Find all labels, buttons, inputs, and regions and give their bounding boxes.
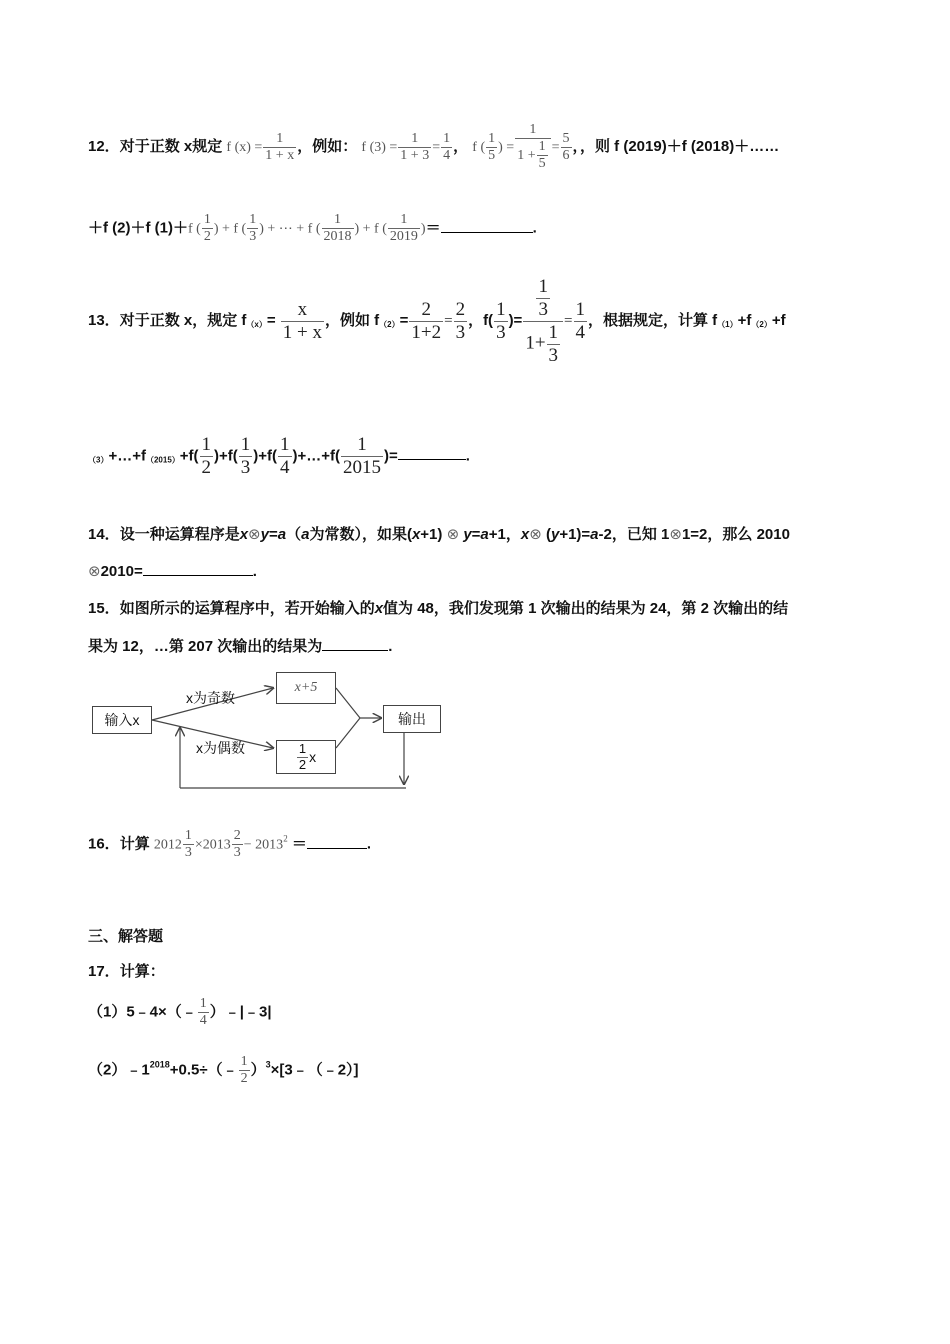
even-label: x为偶数 (196, 740, 245, 756)
q15-line2: 果为 12，…第 207 次输出的结果为 . (88, 638, 393, 655)
q12-answer-blank (441, 220, 533, 233)
q17-part2: $(2)﹣1^{2018}+0.5\div(﹣$ $\frac{1}{2}$ ）$^3$×[3﹣（﹣2）] (88, 1054, 359, 1087)
q12-def-lhs: f (x) = (226, 140, 263, 156)
q17-part1: （1）5﹣4×（﹣ $\frac{1}{4}$ ）﹣|﹣3| (88, 996, 272, 1029)
q12-line1: 12．对于正数 x规定 f (x) = $\frac{1}{1 + x}$ ，例如： f (3) = $\frac{1}{1 + 3}$ = $\frac{1}{4}$ ， f ( $\frac{1}{5}$ ) = 1 1 + $\frac{1}{5}$ = $\frac{5}{6}$ ，，则 f (2019)＋f (2018)＋…… (88, 122, 780, 172)
q13-line1: 13．对于正数 x，规定 $f_{(x)}=$ $\frac{x}{1 + x}$ ，例如 $f_{(2)}=$ $\frac{2}{1+2}$ = $\frac{2}{3}$ ，f( $\frac{1}{3}$ )= $\frac{1}{3}$ 1+ $\frac{1}{3}$ = $\frac{1}{4}$ ，根据规定，计算 $f_{(1)}+f_{(2)}+f$ (88, 276, 786, 366)
q15-number: 15． (88, 600, 120, 617)
q14-line1: 14．设一种运算程序是x⊗y=a（a为常数），如果(x+1) ⊗ y=a+1，x⊗ (y+1)=a-2，已知 1⊗1=2，那么 2010 (88, 526, 790, 543)
q14-answer-blank (143, 563, 253, 576)
q16-number: 16． (88, 835, 120, 853)
q15-answer-blank (322, 638, 388, 651)
q15-line1: 15．如图所示的运算程序中，若开始输入的x值为 48，我们发现第 1 次输出的结果为 24，第 2 次输出的结 (88, 600, 789, 617)
q13-answer-blank (398, 447, 466, 460)
q17-line: 17．计算： (88, 963, 165, 980)
output-box: 输出 (383, 705, 441, 733)
half-box: $\frac{1}{2}$ x (276, 740, 336, 774)
q17-number: 17． (88, 963, 120, 980)
merge-arrow (336, 688, 360, 748)
q13-number: 13． (88, 312, 120, 330)
q13-complex-fraction: $\frac{1}{3}$ 1+ $\frac{1}{3}$ (523, 276, 563, 366)
q15-flow-diagram (88, 668, 448, 796)
section-title: 三、解答题 (88, 928, 164, 945)
plus5-box: x+5 (276, 672, 336, 704)
q13-line2: $_{(3)}+\dots+f_{(2015)}+f$( $\frac{1}{2}$ )+f( $\frac{1}{3}$ )+f( $\frac{1}{4}$ )+…+f( $\frac{1}{2015}$ )= . (88, 434, 470, 478)
q12-def-fraction: $\frac{1}{1 + x}$ (265, 130, 295, 163)
odd-label: x为奇数 (186, 690, 235, 706)
q13-def-fraction: $\frac{x}{1 + x}$ (282, 298, 322, 343)
q14-line2: ⊗2010= . (88, 563, 257, 580)
q12-line2: ＋f (2)＋f (1)＋f ( $\frac{1}{2}$ ) + f ( $\frac{1}{3}$ ) + ⋯ + f ( $\frac{1}{2018}$ ) + f ( $\frac{1}{2019}$ )＝ . (88, 212, 537, 245)
input-box: 输入x (92, 706, 152, 734)
q16-answer-blank (307, 836, 367, 849)
q14-number: 14． (88, 526, 120, 543)
q16-line: 16．计算 2012 $\frac{1}{3}$ ×2013 $\frac{2}{3}$ − $2013^2$ ＝ . (88, 828, 372, 861)
q12-number: 12． (88, 138, 120, 156)
